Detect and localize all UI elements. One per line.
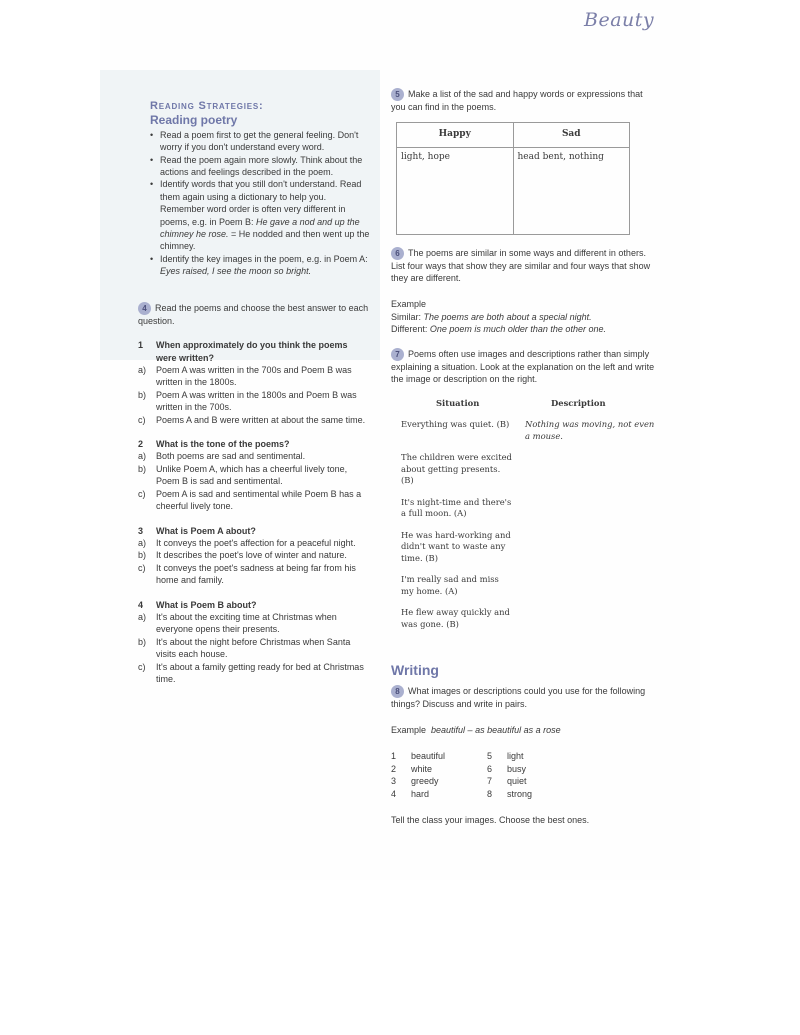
- exercise-4-instruction: 4 Read the poems and choose the best answer to each question.: [138, 302, 369, 326]
- strategies-subtitle: Reading poetry: [150, 113, 238, 128]
- strategy-item: • Identify words that you still don't understand. Read them again using a dictionary to help you. Remember word order is often very different in poems, e.g. in Poem B: He gave a nod and up the chimney he rose. = He nodded and then went up the chimney.: [150, 178, 370, 252]
- description-cell[interactable]: [513, 607, 655, 630]
- left-column: [140, 100, 370, 685]
- exercise-number-badge: 6: [391, 247, 404, 260]
- exercise-4: [138, 302, 370, 686]
- situation-row: I'm really sad and miss my home. (A): [391, 574, 657, 597]
- exercise-5-instruction: 5 Make a list of the sad and happy words or expressions that you can find in the poems.: [391, 89, 643, 113]
- exercise-7: [391, 348, 657, 630]
- answer-option[interactable]: c) Poems A and B were written at about the same time.: [138, 414, 366, 425]
- answer-option[interactable]: a) Poem A was written in the 700s and Poem B was written in the 1800s.: [138, 365, 352, 388]
- description-cell[interactable]: [513, 574, 655, 597]
- answer-option[interactable]: a) It's about the exciting time at Christmas when everyone opens their presents.: [138, 611, 337, 635]
- situation-row: It's night-time and there's a full moon. (A): [391, 497, 657, 520]
- situation-row: The children were excited about getting presents. (B): [391, 452, 657, 487]
- description-cell[interactable]: [513, 497, 655, 520]
- answer-option[interactable]: b) Poem A was written in the 1800s and Poem B was written in the 700s.: [138, 389, 357, 413]
- answer-option[interactable]: c) It conveys the poet's sadness at being far from his home and family.: [138, 562, 356, 586]
- example-label: Example: [391, 299, 427, 310]
- exercise-number-badge: 4: [138, 302, 151, 315]
- right-column: [391, 88, 657, 827]
- answer-option[interactable]: b) It's about the night before Christmas when Santa visits each house.: [138, 636, 351, 660]
- exercise-7-instruction: 7 Poems often use images and descriptions rather than simply explaining a situation. Look at the explanation on the left and write the image or description on the right.: [391, 348, 655, 385]
- answer-option[interactable]: c) Poem A is sad and sentimental while Poem B has a cheerful lively tone.: [138, 488, 362, 512]
- word-item: hard: [411, 788, 430, 799]
- exercise-8: [391, 685, 657, 827]
- word-item: quiet: [507, 776, 527, 787]
- strategies-list: [140, 129, 370, 278]
- word-item: busy: [507, 763, 527, 774]
- word-item: strong: [507, 788, 533, 799]
- situation-table: [391, 398, 657, 631]
- table-cell[interactable]: light, hope: [397, 147, 514, 234]
- exercise-6-instruction: 6 The poems are similar in some ways and different in others. List four ways that show they are similar and four ways that show they are different.: [391, 247, 651, 284]
- description-cell[interactable]: Nothing was moving, not even a mouse.: [525, 419, 655, 441]
- exercise-8-instruction: 8 What images or descriptions could you use for the following things? Discuss and write in pairs.: [391, 685, 646, 709]
- word-item: light: [507, 751, 524, 762]
- strategies-title: Reading Strategies:: [150, 100, 264, 112]
- table-header: Happy: [397, 122, 514, 147]
- situation-row: He was hard-working and didn't want to waste any time. (B): [391, 530, 657, 565]
- final-instruction: Tell the class your images. Choose the best ones.: [391, 815, 590, 826]
- description-cell[interactable]: [513, 530, 655, 565]
- situation-row: He flew away quickly and was gone. (B): [391, 607, 657, 630]
- table-header: Sad: [513, 122, 630, 147]
- strategy-item: • Read a poem first to get the general feeling. Don't worry if you don't understand every word.: [150, 129, 370, 154]
- exercise-5: [391, 88, 657, 235]
- exercise-number-badge: 8: [391, 685, 404, 698]
- strategy-item: • Identify the key images in the poem, e.g. in Poem A: Eyes raised, I see the moon so bright.: [150, 253, 370, 278]
- exercise-number-badge: 5: [391, 88, 404, 101]
- example-different: Different: One poem is much older than the other one.: [391, 324, 606, 335]
- exercise-6: [391, 247, 657, 336]
- question: 1 When approximately do you think the poems were written? a) Poem A was written in the 700s and Poem B was written in the 1800s. b) Poem A was written in the 1800s and Poem B was written in the 700s. c) Poems A and B were written at about the same time.: [138, 339, 370, 426]
- question: 3 What is Poem A about? a) It conveys the poet's affection for a peaceful night. b) It describes the poet's love of winter and nature. c) It conveys the poet's sadness at being far from his home and family.: [138, 525, 370, 587]
- table-cell[interactable]: head bent, nothing: [513, 147, 630, 234]
- word-item: beautiful: [411, 751, 446, 762]
- answer-option[interactable]: c) It's about a family getting ready for bed at Christmas time.: [138, 661, 364, 684]
- word-item: greedy: [411, 776, 439, 787]
- description-cell[interactable]: [513, 452, 655, 487]
- example-line: Example beautiful – as beautiful as a rose: [391, 725, 561, 736]
- answer-option[interactable]: a) Both poems are sad and sentimental.: [138, 451, 306, 462]
- column-header: Description: [551, 397, 606, 408]
- answer-option[interactable]: b) Unlike Poem A, which has a cheerful lively tone, Poem B is sad and sentimental.: [138, 463, 348, 487]
- writing-heading: Writing: [391, 662, 439, 679]
- word-list: 1 beautiful 5 light 2 white 6 busy 3 greedy 7 quiet 4 hard 8 strong: [391, 750, 657, 800]
- exercise-number-badge: 7: [391, 348, 404, 361]
- column-header: Situation: [436, 397, 480, 408]
- word-item: white: [411, 763, 433, 774]
- section-title: Beauty: [584, 9, 655, 31]
- question: 4 What is Poem B about? a) It's about the exciting time at Christmas when everyone opens their presents. b) It's about the night before Christmas when Santa visits each house. c) It's about a family getting ready for bed at Christmas time.: [138, 599, 370, 686]
- answer-option[interactable]: b) It describes the poet's love of winter and nature.: [138, 550, 347, 561]
- question: 2 What is the tone of the poems? a) Both poems are sad and sentimental. b) Unlike Poem A, which has a cheerful lively tone, Poem B is sad and sentimental. c) Poem A is sad and sentimental while Poem B has a cheerful lively tone.: [138, 438, 370, 512]
- strategy-item: • Read the poem again more slowly. Think about the actions and feelings described in the poem.: [150, 154, 370, 179]
- answer-option[interactable]: a) It conveys the poet's affection for a peaceful night.: [138, 537, 356, 548]
- example-similar: Similar: The poems are both about a special night.: [391, 311, 592, 322]
- situation-row: Everything was quiet. (B) Nothing was moving, not even a mouse.: [401, 419, 655, 441]
- happy-sad-table: [396, 122, 630, 235]
